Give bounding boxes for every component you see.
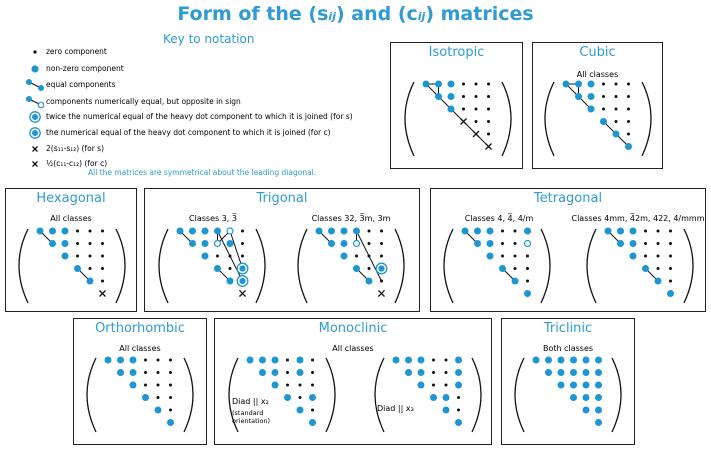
nonzero-component — [487, 240, 494, 247]
zero-component — [501, 230, 504, 233]
zero-component — [311, 409, 314, 412]
zero-component — [627, 120, 630, 123]
nonzero-component — [642, 265, 649, 272]
class-label: All classes — [50, 214, 92, 223]
nonzero-component — [595, 407, 602, 414]
matrix-cubic — [538, 78, 658, 163]
cross-icon — [26, 142, 44, 156]
zero-component — [475, 83, 478, 86]
zero-component — [669, 255, 672, 258]
right-bracket — [642, 82, 651, 156]
nonzero-component — [418, 357, 425, 364]
nonzero-component — [297, 407, 304, 414]
zero-component — [76, 255, 79, 258]
right-bracket — [326, 358, 335, 432]
zero-component — [311, 371, 314, 374]
nonzero-component — [309, 419, 316, 426]
zero-component — [462, 95, 465, 98]
nonzero-component — [558, 369, 565, 376]
zero-component — [229, 267, 232, 270]
key-note: All the matrices are symmetrical about the leading diagonal. — [88, 168, 317, 177]
zero-component — [657, 242, 660, 245]
zero-component — [169, 396, 172, 399]
nonzero-component — [202, 240, 209, 247]
left-bracket — [545, 82, 554, 156]
nonzero-component — [630, 228, 637, 235]
nonzero-component — [512, 278, 519, 285]
zero-component — [514, 242, 517, 245]
zero-component — [101, 280, 104, 283]
nonzero-component — [617, 240, 624, 247]
zero-component — [89, 230, 92, 233]
zero-component — [311, 384, 314, 387]
filled-dot-icon — [26, 62, 44, 76]
zero-component — [669, 230, 672, 233]
nonzero-component — [595, 382, 602, 389]
nonzero-component — [625, 143, 632, 150]
nonzero-component — [309, 394, 316, 401]
nonzero-component — [189, 228, 196, 235]
right-bracket — [184, 358, 193, 432]
zero-component — [286, 359, 289, 362]
nonzero-component — [328, 240, 335, 247]
nonzero-component — [667, 290, 674, 297]
panel-title: Orthorhombic — [95, 321, 185, 336]
nonzero-component — [202, 253, 209, 260]
zero-component — [475, 120, 478, 123]
nonzero-component — [595, 357, 602, 364]
left-bracket — [87, 358, 96, 432]
zero-component — [368, 255, 371, 258]
nonzero-component — [284, 394, 291, 401]
nonzero-component — [605, 228, 612, 235]
cross-component — [461, 119, 467, 125]
zero-component — [299, 384, 302, 387]
nonzero-component — [524, 290, 531, 297]
class-label-b: Classes 32, 3̅m, 3m — [311, 214, 391, 223]
zero-component — [144, 359, 147, 362]
nonzero-component — [583, 407, 590, 414]
zero-component — [627, 83, 630, 86]
zero-component — [602, 108, 605, 111]
right-bracket — [116, 229, 125, 303]
zero-component — [169, 371, 172, 374]
opposite-sign-component — [354, 241, 360, 247]
right-bracket — [684, 229, 693, 303]
zero-component — [462, 108, 465, 111]
zero-component — [380, 280, 383, 283]
nonzero-component — [130, 382, 137, 389]
zero-component — [311, 359, 314, 362]
zero-component — [457, 409, 460, 412]
key-title: Key to notation — [163, 32, 255, 46]
nonzero-component — [617, 228, 624, 235]
nonzero-component — [62, 240, 69, 247]
zero-component — [89, 242, 92, 245]
zero-component — [514, 230, 517, 233]
nonzero-component — [595, 394, 602, 401]
right-bracket — [472, 358, 481, 432]
nonzero-component — [583, 382, 590, 389]
panel-title: Cubic — [579, 45, 616, 60]
nonzero-component — [443, 394, 450, 401]
ringed-component-core — [378, 265, 384, 271]
zero-component — [368, 230, 371, 233]
nonzero-component — [405, 357, 412, 364]
panel-title: Tetragonal — [533, 191, 603, 206]
nonzero-component — [214, 228, 221, 235]
nonzero-component — [462, 228, 469, 235]
zero-component — [101, 242, 104, 245]
class-label: All classes — [332, 344, 374, 353]
nonzero-component — [130, 369, 137, 376]
nonzero-component — [227, 278, 234, 285]
zero-component — [501, 255, 504, 258]
zero-component — [157, 359, 160, 362]
nonzero-component — [62, 253, 69, 260]
nonzero-component — [487, 228, 494, 235]
zero-component — [355, 255, 358, 258]
zero-component — [286, 384, 289, 387]
nonzero-component — [524, 228, 531, 235]
class-label: Both classes — [542, 344, 594, 353]
class-label: All classes — [119, 344, 161, 353]
nonzero-component — [474, 228, 481, 235]
left-bracket — [375, 358, 384, 432]
nonzero-component — [570, 382, 577, 389]
zero-component — [526, 255, 529, 258]
nonzero-component — [430, 394, 437, 401]
class-label-b: Classes 4mm, 4̅2m, 422, 4/mmm — [571, 214, 705, 223]
class-label-a: Classes 4, 4̅, 4/m — [464, 214, 534, 223]
nonzero-component — [499, 265, 506, 272]
left-bracket — [298, 229, 307, 303]
zero-component — [169, 409, 172, 412]
nonzero-component — [583, 369, 590, 376]
diad-note-a1: (standard — [232, 409, 264, 417]
nonzero-component — [130, 357, 137, 364]
nonzero-component — [563, 81, 570, 88]
ringed-component-core — [239, 265, 245, 271]
nonzero-component — [583, 394, 590, 401]
nonzero-component — [353, 265, 360, 272]
nonzero-component — [613, 131, 620, 138]
nonzero-component — [423, 81, 430, 88]
matrix-trigonal-b — [291, 225, 411, 310]
nonzero-component — [105, 357, 112, 364]
zero-component — [157, 396, 160, 399]
diad-label-a: Diad || x₂ — [232, 397, 269, 406]
left-bracket — [444, 229, 453, 303]
zero-component — [144, 371, 147, 374]
panel-title: Triclinic — [543, 321, 593, 336]
zero-component — [615, 108, 618, 111]
zero-component — [615, 120, 618, 123]
nonzero-component — [405, 369, 412, 376]
zero-component — [101, 267, 104, 270]
zero-component — [487, 133, 490, 136]
zero-component — [475, 108, 478, 111]
nonzero-component — [448, 106, 455, 113]
nonzero-component — [341, 228, 348, 235]
diad-label-b: Diad || x₃ — [377, 404, 414, 413]
panel-title: Trigonal — [256, 191, 308, 206]
nonzero-component — [117, 357, 124, 364]
zero-component — [216, 255, 219, 258]
nonzero-component — [443, 407, 450, 414]
zero-component — [76, 242, 79, 245]
nonzero-component — [545, 357, 552, 364]
nonzero-component — [455, 357, 462, 364]
zero-component — [241, 255, 244, 258]
nonzero-component — [202, 228, 209, 235]
diad-note-a2: orientation) — [232, 417, 271, 425]
nonzero-component — [297, 369, 304, 376]
matrix-triclinic — [508, 354, 628, 439]
zero-component — [157, 371, 160, 374]
nonzero-component — [474, 240, 481, 247]
left-bracket — [515, 358, 524, 432]
nonzero-component — [155, 407, 162, 414]
matrix-isotropic — [398, 78, 518, 163]
left-bracket — [587, 229, 596, 303]
matrix-tetragonal-b — [580, 225, 700, 310]
nonzero-component — [630, 240, 637, 247]
nonzero-component — [545, 369, 552, 376]
nonzero-component — [328, 228, 335, 235]
zero-dot-icon — [26, 45, 44, 59]
nonzero-component — [418, 369, 425, 376]
nonzero-component — [455, 382, 462, 389]
nonzero-component — [583, 357, 590, 364]
nonzero-component — [435, 81, 442, 88]
zero-component — [157, 384, 160, 387]
zero-component — [501, 242, 504, 245]
cross-component — [473, 131, 479, 137]
nonzero-component — [487, 253, 494, 260]
zero-component — [602, 95, 605, 98]
nonzero-component — [570, 394, 577, 401]
nonzero-component — [49, 240, 56, 247]
zero-component — [101, 230, 104, 233]
nonzero-component — [272, 369, 279, 376]
nonzero-component — [630, 253, 637, 260]
zero-component — [241, 230, 244, 233]
nonzero-component — [366, 278, 373, 285]
nonzero-component — [570, 369, 577, 376]
zero-component — [657, 230, 660, 233]
nonzero-component — [588, 106, 595, 113]
cross-icon — [26, 157, 44, 171]
nonzero-component — [62, 228, 69, 235]
zero-component — [644, 255, 647, 258]
ring-s-icon — [26, 110, 44, 124]
zero-component — [526, 267, 529, 270]
zero-component — [445, 371, 448, 374]
zero-component — [602, 83, 605, 86]
right-bracket — [541, 229, 550, 303]
nonzero-component — [259, 357, 266, 364]
zero-component — [368, 267, 371, 270]
zero-component — [445, 359, 448, 362]
zero-component — [514, 255, 517, 258]
matrix-monoclinic-b — [368, 354, 488, 439]
nonzero-component — [353, 228, 360, 235]
zero-component — [89, 267, 92, 270]
nonzero-component — [316, 228, 323, 235]
zero-component — [457, 396, 460, 399]
opposite-pair-icon — [26, 95, 44, 109]
nonzero-component — [37, 228, 44, 235]
zero-component — [229, 255, 232, 258]
zero-component — [475, 95, 478, 98]
nonzero-component — [341, 253, 348, 260]
matrix-tetragonal-a — [437, 225, 557, 310]
matrix-orthorhombic — [80, 354, 200, 439]
zero-component — [286, 371, 289, 374]
matrix-monoclinic-a — [222, 354, 342, 439]
zero-component — [76, 230, 79, 233]
nonzero-component — [227, 240, 234, 247]
nonzero-component — [588, 81, 595, 88]
zero-component — [644, 230, 647, 233]
nonzero-component — [455, 419, 462, 426]
nonzero-component — [558, 382, 565, 389]
nonzero-component — [455, 369, 462, 376]
panel-title: Hexagonal — [36, 191, 106, 206]
matrix-trigonal-a — [152, 225, 272, 310]
zero-component — [627, 133, 630, 136]
zero-component — [669, 267, 672, 270]
opposite-sign-component — [215, 241, 221, 247]
nonzero-component — [272, 382, 279, 389]
nonzero-component — [595, 419, 602, 426]
zero-component — [368, 242, 371, 245]
nonzero-component — [558, 357, 565, 364]
zero-component — [487, 83, 490, 86]
left-bracket — [405, 82, 414, 156]
class-label-a: Classes 3, 3̅ — [189, 214, 237, 223]
zero-component — [487, 108, 490, 111]
zero-component — [432, 359, 435, 362]
left-bracket — [19, 229, 28, 303]
zero-component — [526, 280, 529, 283]
zero-component — [627, 95, 630, 98]
zero-component — [462, 83, 465, 86]
zero-component — [432, 384, 435, 387]
right-bracket — [502, 82, 511, 156]
nonzero-component — [142, 394, 149, 401]
zero-component — [380, 242, 383, 245]
nonzero-component — [87, 278, 94, 285]
zero-component — [615, 95, 618, 98]
left-bracket — [159, 229, 168, 303]
nonzero-component — [247, 357, 254, 364]
zero-component — [380, 255, 383, 258]
zero-component — [144, 384, 147, 387]
nonzero-component — [297, 357, 304, 364]
nonzero-component — [214, 265, 221, 272]
zero-component — [169, 384, 172, 387]
zero-component — [669, 280, 672, 283]
nonzero-component — [393, 357, 400, 364]
ring-c-icon — [26, 126, 44, 140]
cross-component — [486, 144, 492, 150]
nonzero-component — [533, 357, 540, 364]
nonzero-component — [74, 265, 81, 272]
nonzero-component — [167, 419, 174, 426]
nonzero-component — [570, 357, 577, 364]
zero-component — [169, 359, 172, 362]
nonzero-component — [588, 93, 595, 100]
zero-component — [657, 267, 660, 270]
zero-component — [89, 255, 92, 258]
zero-component — [514, 267, 517, 270]
panel-title: Monoclinic — [318, 321, 388, 336]
nonzero-component — [575, 93, 582, 100]
zero-component — [101, 255, 104, 258]
matrix-hexagonal — [12, 225, 132, 310]
nonzero-component — [575, 81, 582, 88]
zero-component — [487, 120, 490, 123]
class-label: All classes — [576, 70, 619, 79]
zero-component — [615, 83, 618, 86]
nonzero-component — [177, 228, 184, 235]
panel-title: Isotropic — [428, 45, 485, 60]
nonzero-component — [600, 118, 607, 125]
zero-component — [644, 242, 647, 245]
nonzero-component — [448, 81, 455, 88]
nonzero-component — [272, 357, 279, 364]
nonzero-component — [448, 93, 455, 100]
opposite-sign-component — [525, 241, 531, 247]
right-bracket — [256, 229, 265, 303]
page-title: Form of the (sij) and (cij) matrices — [177, 3, 534, 25]
zero-component — [669, 242, 672, 245]
cross-component — [100, 291, 106, 297]
nonzero-component — [418, 382, 425, 389]
zero-component — [657, 255, 660, 258]
cross-component — [379, 291, 385, 297]
nonzero-component — [655, 278, 662, 285]
nonzero-component — [189, 240, 196, 247]
zero-component — [445, 384, 448, 387]
nonzero-component — [435, 93, 442, 100]
nonzero-component — [595, 369, 602, 376]
zero-component — [241, 242, 244, 245]
zero-component — [487, 95, 490, 98]
left-bracket — [229, 358, 238, 432]
right-bracket — [612, 358, 621, 432]
zero-component — [299, 396, 302, 399]
opposite-sign-component — [227, 228, 233, 234]
nonzero-component — [117, 369, 124, 376]
zero-component — [432, 371, 435, 374]
zero-component — [627, 108, 630, 111]
zero-component — [380, 230, 383, 233]
nonzero-component — [49, 228, 56, 235]
equal-pair-icon — [26, 78, 44, 92]
ringed-component-core — [239, 278, 245, 284]
nonzero-component — [341, 240, 348, 247]
cross-component — [240, 291, 246, 297]
nonzero-component — [259, 369, 266, 376]
right-bracket — [395, 229, 404, 303]
